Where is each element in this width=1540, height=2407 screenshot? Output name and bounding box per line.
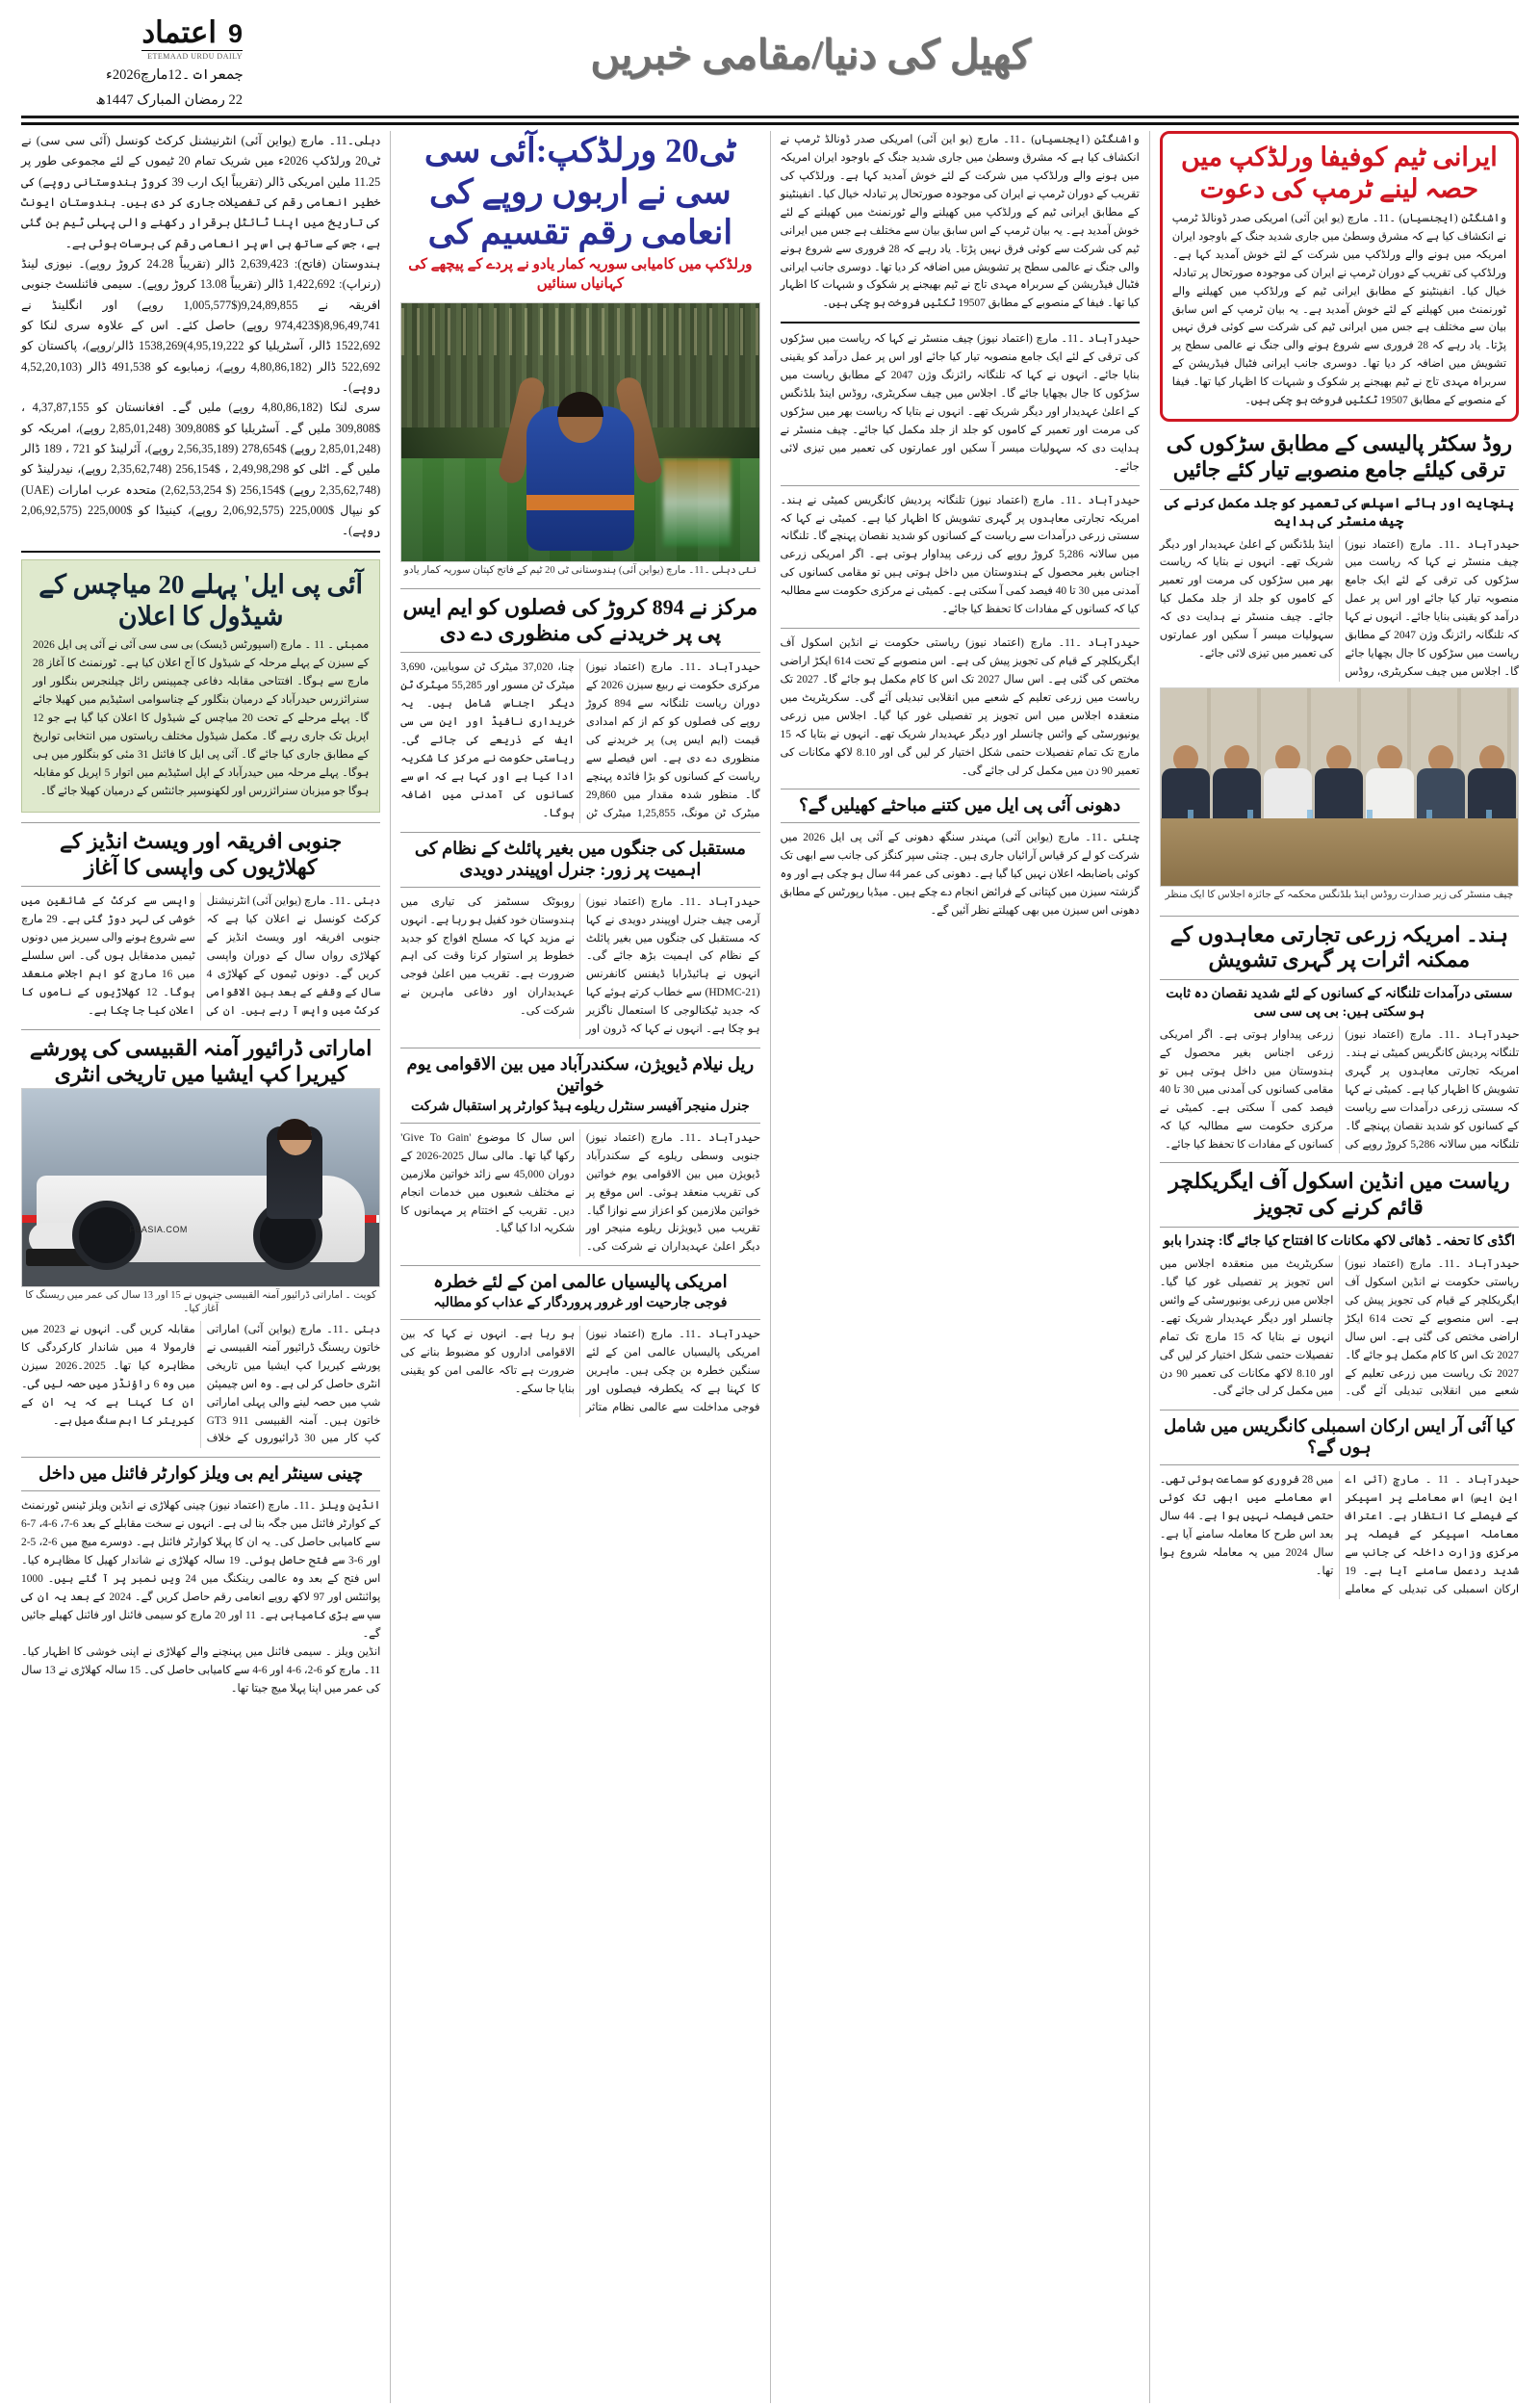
column-center-right [400,131,759,2403]
divider [1160,1162,1519,1163]
divider [21,1457,380,1458]
logo-roman-text: ETEMAAD URDU DAILY [147,51,243,61]
article-sa-wi [21,829,380,1021]
future-wars-headline: مستقبل کی جنگوں میں بغیر پائلٹ کے نظام کی اہمیت پر زور: جنرل اوپیندر دویدی [414,838,746,879]
roads-headline-1: روڈ سکٹر پالیسی کے مطابق سڑکوں کی ترقی کیلئے جامع منصوبے تیار کئے جائیں [1166,431,1513,481]
page-grid [21,131,1519,2403]
publication-date-gregorian: جمعرات ۔12مارچ2026ء [106,66,243,83]
trade-headline-2: سستی درآمدات تلنگانہ کے کسانوں کے لئے شدید نقصان دہ ثابت ہو سکتی ہیں: بی پی سی سی [1166,987,1513,1021]
article-lead-right [21,131,380,542]
section-title-wrap [246,17,1374,79]
article-roads-continuation [781,330,1140,476]
article-ipl-schedule [21,559,380,813]
photo-f1-driver: FBASIA.COM [21,1088,380,1287]
article-trade-continuation [781,492,1140,619]
article-irs-mlas [1160,1416,1519,1598]
divider [400,887,759,888]
msp-body: حیدرآباد ۔11۔ مارچ (اعتماد نیوز) مرکزی حکومت نے ربیع سیزن 2026 کے دوران ریاست تلنگانہ سے 894 کروڑ روپے کی فصلوں کو کم از کم امدادی قیمت (ایم ایس پی) پر خریدنے کی منظوری دے دی ہے۔ اس فیصلے سے ریاست کے کسانوں کو بڑا فائدہ پہنچے گا۔ منظور شدہ مقدار میں 29,860 میٹرک ٹن مونگ، 1,25,855 میٹرک ٹن چنا، 37,020 میٹرک ٹن سویابین، 3,690 میٹرک ٹن مسور اور 55,285 میٹرک ٹن دیگر اجناس شامل ہیں۔ یہ خریداری نافیڈ اور این سی سی ایف کے ذریعے کی جائے گی۔ ریاستی حکومت نے مرکز کا شکریہ ادا کیا ہے اور کہا ہے کہ اس سے کسانوں کی آمدنی میں اضافہ ہوگا۔ [400,661,760,819]
masthead [21,17,1519,118]
photo-cricket-celebration [400,302,759,562]
school-body-cont: حیدرآباد ۔11۔ مارچ (اعتماد نیوز) ریاستی حکومت نے انڈین اسکول آف ایگریکلچر کے قیام کی تجویز پیش کی ہے۔ اس منصوبے کے تحت 614 ایکڑ اراضی مختص کی گئی ہے۔ اس سال 2027 تک اس کا کام مکمل ہو جائے گا۔ 2027 تک ریاست میں زرعی تعلیم کے شعبے میں انقلابی تبدیلی آئے گی۔ سکریٹریٹ میں منعقدہ اجلاس میں اس تجویز پر تفصیلی غور کیا گیا۔ اجلاس میں زرعی یونیورسٹی کے وائس چانسلر اور دیگر عہدیدار شریک تھے۔ انہوں نے بتایا کہ 15 مارچ تک تمام تفصیلات حتمی شکل اختیار کر لیں گی اور 8.10 لاکھ مکانات کی تعمیر 90 دن میں مکمل کر لی جائے گی۔ [780,637,1140,777]
us-policy-headline-1: امریکی پالیسیاں عالمی امن کے لئے خطرہ [433,1272,728,1292]
article-iran-trump [1160,131,1519,422]
trade-body: حیدرآباد ۔11۔ مارچ (اعتماد نیوز) تلنگانہ پردیش کانگریس کمیٹی نے ہند۔ امریکہ تجارتی معاہدوں پر گہری تشویش کا اظہار کیا ہے۔ کمیٹی نے کہا کہ سستی زرعی درآمدات سے ریاست کے کسانوں کو شدید نقصان پہنچے گا۔ تلنگانہ میں سالانہ 5,286 کروڑ روپے کی زرعی پیداوار ہوتی ہے۔ اگر امریکی زرعی اجناس بغیر محصول کے ہندوستان میں داخل ہوتی ہیں تو مقامی کسانوں کی آمدنی میں 30 تا 40 فیصد کمی آ سکتی ہے۔ کمیٹی نے مرکزی حکومت سے مطالبہ کیا کہ کسانوں کے مفادات کا تحفظ کیا جائے۔ [1159,1029,1520,1151]
rail-headline-1: ریل نیلام ڈیویژن، سکندرآباد میں بین الاقوامی یوم خواتین [406,1054,755,1095]
irs-body: حیدرآباد ۔ 11 ۔ مارچ (آئی اے این ایس) اس معاملے پر اسپیکر کے فیصلے کا انتظار ہے۔ اعتراف معاملہ اسپیکر کے فیصلہ پر مرکزی وزارت داخلہ کی جانب سے شدید ردعمل سامنے آیا ہے۔ 19 ارکان اسمبلی کی تبدیلی کے معاملے میں 28 فروری کو سماعت ہوئی تھی۔ اس معاملے میں ابھی تک کوئی حتمی فیصلہ نہیں ہوا ہے۔ 44 سال بعد اس طرح کا معاملہ سامنے آیا ہے۔ سال 2024 میں یہ معاملہ شروع ہوا تھا۔ [1159,1474,1519,1595]
divider [1160,979,1519,980]
sa-wi-headline: جنوبی افریقہ اور ویسٹ انڈیز کے کھلاڑیوں کی واپسی کا آغاز [60,828,343,879]
chinese-center-footer: انڈین ویلز ۔ سیمی فائنل میں پہنچنے والے کھلاڑی نے اپنی خوشی کا اظہار کیا۔ 11۔ مارچ کو 6-2، 6-4 اور 6-4 سے کامیابی حاصل کی۔ 15 سالہ کھلاڑی نے 13 سال کی عمر میں اپنا پہلا میچ جیتا تھا۔ [21,1645,381,1695]
rail-body: حیدرآباد ۔11۔ مارچ (اعتماد نیوز) جنوبی وسطی ریلوے کے سکندرآباد ڈیویژن میں بین الاقوامی یوم خواتین کی تقریب منعقد ہوئی۔ اس موقع پر خواتین ملازمین کو اعزاز سے نوازا گیا۔ تقریب میں ڈیویژنل ریلوے منیجر اور دیگر اعلیٰ عہدیداران نے شرکت کی۔ اس سال کا موضوع 'Give To Gain' رکھا گیا تھا۔ مالی سال 2025-2026 کے دوران 45,000 سے زائد خواتین ملازمین نے مختلف شعبوں میں خدمات انجام دیں۔ تقریب کے اختتام پر مہمانوں کا شکریہ ادا کیا گیا۔ [400,1131,760,1254]
photo-meeting [1160,687,1519,887]
article-school-agriculture [1160,1169,1519,1401]
uae-driver-headline: اماراتی ڈرائیور آمنہ القبیسی کی پورشے کیریرا کپ ایشیا میں تاریخی انٹری [29,1035,372,1086]
column-right [21,131,380,2403]
column-separator [1149,131,1150,2403]
article-india-us-trade [1160,922,1519,1154]
divider [400,1123,759,1124]
lead-body-2: ہندوستان (فاتح): 2,639,423 ڈالر (تقریباً 24.28 کروڑ روپے)۔ نیوزی لینڈ (رنراپ): 1,422,692 ڈالر (تقریباً 13.08 کروڑ روپے)۔ سیمی فائنلسٹ جنوبی افریقہ نے 9,24,89,855($1,005,577 روپے) اور انگلینڈ نے 8,96,49,741($974,423 روپے) حاصل کئے۔ اس کے علاوہ سری لنکا کو 1522,692 ڈالر، آسٹریلیا کو 4,95,19,222)1538,269 ڈالر/روپے)، پاکستان کو 522,692 ڈالر (4,80,86,182 روپے)، زمبابوے کو 491,538 ڈالر (4,52,20,103 روپے)۔ [21,257,381,394]
newspaper-logo [141,17,243,51]
column-separator [770,131,771,2403]
uae-driver-body: دبئی ۔11۔ مارچ (یواین آئی) اماراتی خاتون ریسنگ ڈرائیور آمنہ القبیسی نے پورشے کیریرا کپ ایشیا میں تاریخی انٹری حاصل کر لی ہے۔ وہ اس چیمپئن شپ میں حصہ لینے والی پہلی اماراتی خاتون ہیں۔ آمنہ القبیسی 911 GT3 کپ کار میں 30 ڈرائیوروں کے خلاف مقابلہ کریں گی۔ انہوں نے 2023 میں فارمولا 4 میں شاندار کارکردگی کا مظاہرہ کیا تھا۔ 2025۔2026 سیزن میں وہ 6 راؤنڈز میں حصہ لیں گی۔ ان کا کہنا ہے کہ یہ ان کے کیریئر کا اہم سنگ میل ہے۔ [21,1323,381,1445]
lead-body-1: دہلی۔11۔ مارچ (یواین آئی) انٹرنیشنل کرکٹ کونسل (آئی سی سی) نے ٹی20 ورلڈکپ 2026ء میں شریک تمام 20 ٹیموں کے لئے مجموعی طور پر 11.25 ملین امریکی ڈالر (تقریباً ایک ارب 39 کروڑ ہندوستانی روپے) کی خطیر انعامی رقم کی تفصیلات جاری کر دی ہیں۔ ہندوستان ایونٹ کی تاریخ میں اپنا ٹائٹل برقرار رکھنے والی پہلی ٹیم بن گئی ہے، جس کے ساتھ ہی اس پر انعامی رقم کی برسات ہوئی ہے۔ [21,134,381,250]
roads-body-cont: حیدرآباد ۔11۔ مارچ (اعتماد نیوز) چیف منسٹر نے کہا کہ ریاست میں سڑکوں کی ترقی کے لئے ایک جامع منصوبہ تیار کیا جائے اور اس پر عمل درآمد کو یقینی بنایا جائے۔ انہوں نے کہا کہ تلنگانہ رائزنگ وژن 2047 کے مطابق ریاست میں سڑکوں کا جال بچھایا جائے گا۔ اجلاس میں چیف سکریٹری، روڈس اینڈ بلڈنگس کے اعلیٰ عہدیدار اور دیگر شریک تھے۔ انہوں نے بتایا کہ ریاست بھر میں سڑکوں کی مرمت اور تعمیر کے کاموں کو جلد از جلد مکمل کیا جائے۔ چیف منسٹر نے ہدایت دی کہ سہولیات میسر آ سکیں اور عمارتوں کی تعمیر میں تیزی لائی جائے۔ [780,333,1140,473]
iran-trump-headline: ایرانی ٹیم کوفیفا ورلڈکپ میں حصہ لینے ٹرمپ کی دعوت [1180,142,1498,203]
photo-caption-f1: کویت ۔ اماراتی ڈرائیور آمنہ القبیسی جنہوں نے 15 اور 13 سال کی عمر میں ریسنگ کا آغاز کیا۔ [25,1289,376,1315]
divider [781,485,1140,486]
msp-headline: مرکز نے 894 کروڑ کی فصلوں کو ایم ایس پی پر خریدنے کی منظوری دے دی [402,594,758,645]
article-uae-driver [21,1036,380,1448]
photo-caption-meeting: چیف منسٹر کی زیر صدارت روڈس اینڈ بلڈنگس محکمہ کے جائزہ اجلاس کا ایک منظر [1165,889,1514,900]
article-roads [1160,431,1519,907]
school-headline-1: ریاست میں انڈین اسکول آف ایگریکلچر قائم کرنے کی تجویز [1168,1169,1510,1220]
lead-body-3: سری لنکا (4,80,86,182 روپے) ملیں گے۔ افغانستان کو 4,37,87,155 ، $309,808 ملیں گے۔ آسٹریلیا کو $309,808 (2,85,01,248 روپے)، امریکہ کو (2,85,01,248 روپے) $278,654 (2,56,35,189 روپے)، آئرلینڈ کو 721 ، 189 ڈالر ملیں گے۔ اٹلی کو 2,49,98,298 ، $256,154 (2,35,62,748 روپے)، نیدرلینڈ کو (2,35,62,748 روپے) $256,154 ($ 2,62,53,254) متحدہ عرب امارات (UAE) کو نیپال $225,000 (2,06,92,575 روپے)، کینیڈا کو $225,000 (2,06,92,575 روپے)۔ [21,401,381,538]
page-number: 9 [227,19,243,48]
chinese-center-headline: چینی سینٹر ایم بی ویلز کوارٹر فائنل میں داخل [38,1463,364,1484]
sa-wi-body: دبئی ۔11۔ مارچ (یواین آئی) انٹرنیشنل کرکٹ کونسل نے اعلان کیا ہے کہ جنوبی افریقہ اور ویسٹ انڈیز کے کھلاڑی رواں سال کے دوران واپسی کریں گے۔ دونوں ٹیموں کے کھلاڑی 4 سال کے وقفے کے بعد بین الاقوامی کرکٹ میں واپس آ رہے ہیں۔ ان کی واپسی سے کرکٹ کے شائقین میں خوشی کی لہر دوڑ گئی ہے۔ 29 مارچ سے شروع ہونے والی سیریز میں دونوں ٹیمیں مدمقابل ہوں گی۔ اس سلسلے میں 16 مارچ کو اہم اجلاس منعقد ہوگا۔ 12 کھلاڑیوں کے ناموں کا اعلان کیا جا چکا ہے۔ [21,895,381,1017]
divider [400,1265,759,1266]
irs-headline: کیا آئی آر ایس ارکان اسمبلی کانگریس میں شامل ہوں گے؟ [1164,1416,1515,1458]
dhoni-body: چنئی ۔11۔ مارچ (یواین آئی) مہندر سنگھ دھونی کے آئی پی ایل 2026 میں شرکت کو لے کر قیاس آرائیاں جاری ہیں۔ چنئی سپر کنگز کی جانب سے ابھی تک کوئی باضابطہ اعلان نہیں کیا گیا ہے۔ دھونی کی عمر 44 سال ہو چکی ہے اور وہ گزشتہ سیزن میں کپتانی کے فرائض انجام دے چکے ہیں۔ میڈیا رپورٹس کے مطابق دھونی اس سیزن میں بھی کھیلتے نظر آئیں گے۔ [780,832,1140,918]
divider [781,822,1140,823]
dhoni-headline: دھونی آئی پی ایل میں کتنے مباحثے کھیلیں گے؟ [799,795,1121,815]
article-chinese-center [21,1463,380,1697]
article-future-wars [400,839,759,1039]
roads-body: حیدرآباد ۔11۔ مارچ (اعتماد نیوز) چیف منسٹر نے کہا کہ ریاست میں سڑکوں کی ترقی کے لئے ایک جامع منصوبہ تیار کیا جائے اور اس پر عمل درآمد کو یقینی بنایا جائے۔ انہوں نے کہا کہ تلنگانہ رائزنگ وژن 2047 کے مطابق ریاست میں سڑکوں کا جال بچھایا جائے گا۔ اجلاس میں چیف سکریٹری، روڈس اینڈ بلڈنگس کے اعلیٰ عہدیدار اور دیگر شریک تھے۔ انہوں نے بتایا کہ ریاست بھر میں سڑکوں کی مرمت اور تعمیر کے کاموں کو جلد از جلد مکمل کیا جائے۔ چیف منسٹر نے ہدایت دی کہ سہولیات میسر آ سکیں اور عمارتوں کی تعمیر میں تیزی لائی جائے۔ [1159,538,1520,678]
divider [21,1490,380,1491]
divider [400,1319,759,1320]
trade-body-cont: حیدرآباد ۔11۔ مارچ (اعتماد نیوز) تلنگانہ پردیش کانگریس کمیٹی نے ہند۔ امریکہ تجارتی معاہدوں پر گہری تشویش کا اظہار کیا ہے۔ کمیٹی نے کہا کہ سستی زرعی درآمدات سے ریاست کے کسانوں کو شدید نقصان پہنچے گا۔ تلنگانہ میں سالانہ 5,286 کروڑ روپے کی زرعی پیداوار ہوتی ہے۔ اگر امریکی زرعی اجناس بغیر محصول کے ہندوستان میں داخل ہوتی ہیں تو مقامی کسانوں کی آمدنی میں 30 تا 40 فیصد کمی آ سکتی ہے۔ کمیٹی نے مرکزی حکومت سے مطالبہ کیا کہ کسانوں کے مفادات کا تحفظ کیا جائے۔ [780,494,1140,616]
ipl-schedule-body: ممبئی ۔ 11 ۔ مارچ (اسپورٹس ڈیسک) بی سی سی آئی نے آئی پی ایل 2026 کے سیزن کے پہلے مرحلہ کے شیڈول کا آج اعلان کیا ہے۔ ٹورنمنٹ کا آغاز 28 مارچ سے ہوگا۔ افتتاحی مقابلہ دفاعی چمپینس رائل چیلنجرس بنگلور اور سنرائزرس حیدرآباد کے درمیان بنگلور کے چناسوامی اسٹیڈیم میں کھیلا جائے گا۔ پہلے مرحلے کے تحت 20 میاچس کے شیڈول کا اعلان کیا گیا ہے جو 12 اپریل تک جاری رہے گا۔ مکمل شیڈول مختلف ریاستوں میں انتخابی تواریخ کے مطابق جاری کیا جائے گا۔ آئی پی ایل کا فائنل 31 مئی کو بنگلور میں ہی ہوگا۔ پہلے مرحلہ میں حیدرآباد کے اپل اسٹیڈیم میں اتوار 5 اپریل کو مقابلہ ہوگا جو میزبان سنرائزرس اور لکھنوسپر جائنٹس کے درمیان کھیلا جائے گا۔ [33,639,370,797]
iran-trump-body: واشنگٹن (ایجنسیاں) ۔11۔ مارچ (یو این آئی) امریکی صدر ڈونالڈ ٹرمپ نے انکشاف کیا ہے کہ مشرق وسطیٰ میں جاری شدید جنگ کے باوجود ایران امریکہ میں ہونے والے ورلڈکپ میں شرکت کے لئے خوش آمدید کہا ہے۔ ورلڈکپ کی تقریب کے دوران ٹرمپ نے ایران کی موجودہ صورتحال پر تبادلہ خیال کیا۔ انفینٹینو کے مطابق ایرانی ٹیم کے ورلڈکپ میں کھیلنے والے ٹورنمنٹ میں کھیلنے کے لئے خوش آمدید ہے۔ یہ بیان ٹرمپ کے اس سابق بیان سے مختلف ہے جس میں ایرانی ٹیم کی شرکت سے کوئی فرق نہیں پڑتا۔ یاد رہے کہ 28 فروری سے شروع ہونے والی جنگ نے عالمی سطح پر تشویش میں اضافہ کر دیا تھا۔ دوسری جانب ایرانی فٹبال فیڈریشن کے سربراہ مہدی تاج نے ٹیم بھیجنے پر شکوک و شبہات کا اظہار کیا تھا۔ فیفا کے منصوبے کے مطابق 19507 ٹکٹیں فروخت ہو چکی ہیں۔ [1171,212,1506,407]
us-policy-headline-2: فوجی جارحیت اور غرور پروردگار کے عذاب کو مطالبہ [433,1296,728,1311]
divider [400,832,759,833]
divider [1160,1227,1519,1228]
divider [781,628,1140,629]
column-left [1160,131,1519,2403]
future-wars-body: حیدرآباد ۔11۔ مارچ (اعتماد نیوز) آرمی چیف جنرل اوپیندر دویدی نے کہا کہ مستقبل کی جنگوں میں بغیر پائلٹ کے نظام کی اہمیت بڑھ جائے گی۔ انہوں نے ہائیڈرابا ڈیفنس کانفرنس (HDMC-21) سے خطاب کرتے ہوئے کہا کہ جدید ٹیکنالوجی کا استعمال ناگزیر ہو چکا ہے۔ انہوں نے کہا کہ ڈرون اور روبوٹک سسٹمز کی تیاری میں ہندوستان خود کفیل ہو رہا ہے۔ انہوں نے مزید کہا کہ مسلح افواج کو جدید خطوط پر استوار کرنا وقت کی اہم ضرورت ہے۔ تقریب میں اعلیٰ فوجی عہدیداران اور دفاعی ماہرین نے شرکت کی۔ [400,895,760,1036]
article-lead-headline-block [400,131,759,294]
divider [21,886,380,887]
us-policy-body: حیدرآباد ۔11۔ مارچ (اعتماد نیوز) امریکی پالیسیاں عالمی امن کے لئے سنگین خطرہ بن چکی ہیں۔ ماہرین کا کہنا ہے کہ یکطرفہ فیصلوں اور فوجی مداخلت سے عالمی نظام متاثر ہو رہا ہے۔ انہوں نے کہا کہ بین الاقوامی اداروں کو مضبوط بنانے کی ضرورت ہے تاکہ عالمی امن کو یقینی بنایا جا سکے۔ [400,1329,760,1413]
ipl-schedule-headline: آئی پی ایل' پہلے 20 میاچس کے شیڈول کا اعلان [38,569,363,631]
page-title: کھیل کی دنیا/مقامی خبریں [590,34,1031,78]
article-iran-trump-continuation [781,131,1140,313]
article-rail-womens-day [400,1054,759,1256]
divider [1160,489,1519,490]
divider [781,322,1140,324]
article-ipl-dhoni [781,795,1140,920]
divider [21,822,380,823]
divider [400,588,759,589]
article-school-continuation [781,634,1140,780]
iran-trump-body-cont: واشنگٹن (ایجنسیاں) ۔11۔ مارچ (یو این آئی) امریکی صدر ڈونالڈ ٹرمپ نے انکشاف کیا ہے کہ مشرق وسطیٰ میں جاری شدید جنگ کے باوجود ایران امریکہ میں ہونے والے ورلڈکپ میں شرکت کے لئے خوش آمدید کہا ہے۔ ورلڈکپ کی تقریب کے دوران ٹرمپ نے ایران کی موجودہ صورتحال پر تبادلہ خیال کیا۔ انفینٹینو کے مطابق ایرانی ٹیم کے ورلڈکپ میں کھیلنے والے ٹورنمنٹ میں کھیلنے کے لئے خوش آمدید ہے۔ یہ بیان ٹرمپ کے اس سابق بیان سے مختلف ہے جس میں ایرانی ٹیم کی شرکت سے کوئی فرق نہیں پڑتا۔ یاد رہے کہ 28 فروری سے شروع ہونے والی جنگ نے عالمی سطح پر تشویش میں اضافہ کر دیا تھا۔ دوسری جانب ایرانی فٹبال فیڈریشن کے سربراہ مہدی تاج نے ٹیم بھیجنے پر شکوک و شبہات کا اظہار کیا تھا۔ فیفا کے منصوبے کے مطابق 19507 ٹکٹیں فروخت ہو چکی ہیں۔ [780,134,1140,310]
lead-headline: ٹی20 ورلڈکپ:آئی سی سی نے اربوں روپے کی انعامی رقم تقسیم کی [424,132,736,252]
photo-caption-cricket: نئی دہلی ۔11۔ مارچ (یواین آئی) ہندوستانی ٹی 20 ٹیم کے فاتح کپتان سوریہ کمار یادو [403,565,757,577]
trade-headline-1: ہند۔ امریکہ زرعی تجارتی معاہدوں کے ممکنہ اثرات پر گہری تشویش [1169,921,1508,972]
divider [1160,1410,1519,1411]
roads-headline-2: پنچایت اور ہائے اسپلس کی تعمیر کو جلد مکمل کرنے کی چیف منسٹر کی ہدایت [1164,496,1514,530]
school-headline-2: اگڈی کا تحفہ۔ ڈھائی لاکھ مکانات کا افتتاح کیا جائے گا: چندرا بابو [1163,1234,1515,1250]
logo-text: اعتماد [141,15,217,49]
article-us-policy [400,1272,759,1416]
divider [1160,1464,1519,1465]
masthead-rule [21,122,1519,125]
divider [400,652,759,653]
chinese-center-body: انڈین ویلز ۔11۔ مارچ (اعتماد نیوز) چینی کھلاڑی نے انڈین ویلز ٹینس ٹورنمنٹ کے کوارٹر فائنل میں جگہ بنا لی ہے۔ انہوں نے سخت مقابلے کے بعد 6-7، 6-4، 7-6 سے کامیابی حاصل کی۔ یہ ان کا پہلا کوارٹر فائنل ہے۔ دوسرے میچ میں 6-2، 5-2 اور 6-3 سے فتح حاصل ہوئی۔ 19 سالہ کھلاڑی نے شاندار کھیل کا مظاہرہ کیا۔ اس فتح کے بعد وہ عالمی رینکنگ میں 24 ویں نمبر پر آ گئے ہیں۔ 1000 پوائنٹس اور 97 لاکھ روپے انعامی رقم حاصل کریں گے۔ 2024 کے بعد یہ ان کی سب سے بڑی کامیابی ہے۔ 11 اور 20 مارچ کو سیمی فائنل اور فائنل کھیلے جائیں گے۔ [21,1500,381,1640]
publication-date-hijri: 22 رمضان المبارک 1447ھ [95,92,243,109]
column-center-left [781,131,1140,2403]
divider [1160,916,1519,917]
column-separator [390,131,391,2403]
rail-headline-2: جنرل منیجر آفیسر سنٹرل ریلوے ہیڈ کوارٹر پر استقبال شرکت [410,1099,750,1114]
article-msp [400,595,759,823]
school-body: حیدرآباد ۔11۔ مارچ (اعتماد نیوز) ریاستی حکومت نے انڈین اسکول آف ایگریکلچر کے قیام کی تجویز پیش کی ہے۔ اس منصوبے کے تحت 614 ایکڑ اراضی مختص کی گئی ہے۔ اس سال 2027 تک اس کا کام مکمل ہو جائے گا۔ 2027 تک ریاست میں زرعی تعلیم کے شعبے میں انقلابی تبدیلی آئے گی۔ سکریٹریٹ میں منعقدہ اجلاس میں اس تجویز پر تفصیلی غور کیا گیا۔ اجلاس میں زرعی یونیورسٹی کے وائس چانسلر اور دیگر عہدیدار شریک تھے۔ انہوں نے بتایا کہ 15 مارچ تک تمام تفصیلات حتمی شکل اختیار کر لیں گی اور 8.10 لاکھ مکانات کی تعمیر 90 دن میں مکمل کر لی جائے گی۔ [1159,1258,1520,1398]
masthead-identity [21,17,246,112]
lead-subhead: ورلڈکپ میں کامیابی سوریہ کمار یادو نے پردے کے پیچھے کی کہانیاں سنائیں [408,257,753,292]
divider [21,551,380,553]
divider [21,1029,380,1030]
